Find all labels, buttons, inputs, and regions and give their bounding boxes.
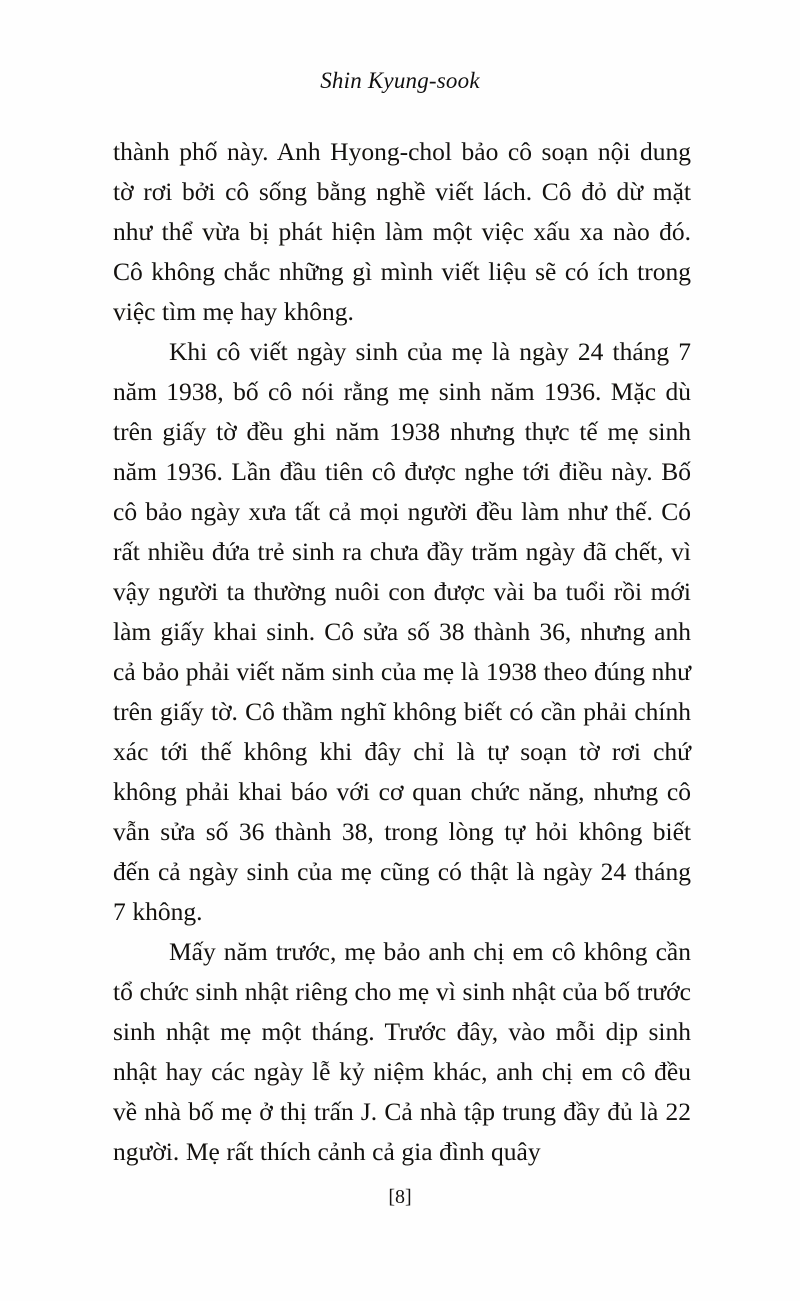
body-text-block [113, 132, 691, 1172]
page-number: [8] [388, 1186, 412, 1208]
running-head-author: Shin Kyung-sook [320, 68, 480, 93]
body-paragraph-2: Khi cô viết ngày sinh của mẹ là ngày 24 tháng 7 năm 1938, bố cô nói rằng mẹ sinh năm 1936. Mặc dù trên giấy tờ đều ghi năm 1938 nhưng thực tế mẹ sinh năm 1936. Lần đầu tiên cô được nghe tới điều này. Bố cô bảo ngày xưa tất cả mọi người đều làm như thế. Có rất nhiều đứa trẻ sinh ra chưa đầy trăm ngày đã chết, vì vậy người ta thường nuôi con được vài ba tuổi rồi mới làm giấy khai sinh. Cô sửa số 38 thành 36, nhưng anh cả bảo phải viết năm sinh của mẹ là 1938 theo đúng như trên giấy tờ. Cô thầm nghĩ không biết có cần phải chính xác tới thế không khi đây chỉ là tự soạn tờ rơi chứ không phải khai báo với cơ quan chức năng, nhưng cô vẫn sửa số 36 thành 38, trong lòng tự hỏi không biết đến cả ngày sinh của mẹ cũng có thật là ngày 24 tháng 7 không. [113, 337, 691, 926]
body-paragraph-1: thành phố này. Anh Hyong-chol bảo cô soạn nội dung tờ rơi bởi cô sống bằng nghề viết lách. Cô đỏ dừ mặt như thể vừa bị phát hiện làm một việc xấu xa nào đó. Cô không chắc những gì mình viết liệu sẽ có ích trong việc tìm mẹ hay không. [113, 137, 691, 326]
body-paragraph-3: Mấy năm trước, mẹ bảo anh chị em cô không cần tổ chức sinh nhật riêng cho mẹ vì sinh nhật của bố trước sinh nhật mẹ một tháng. Trước đây, vào mỗi dịp sinh nhật hay các ngày lễ kỷ niệm khác, anh chị em cô đều về nhà bố mẹ ở thị trấn J. Cả nhà tập trung đầy đủ là 22 người. Mẹ rất thích cảnh cả gia đình quây [113, 937, 691, 1166]
